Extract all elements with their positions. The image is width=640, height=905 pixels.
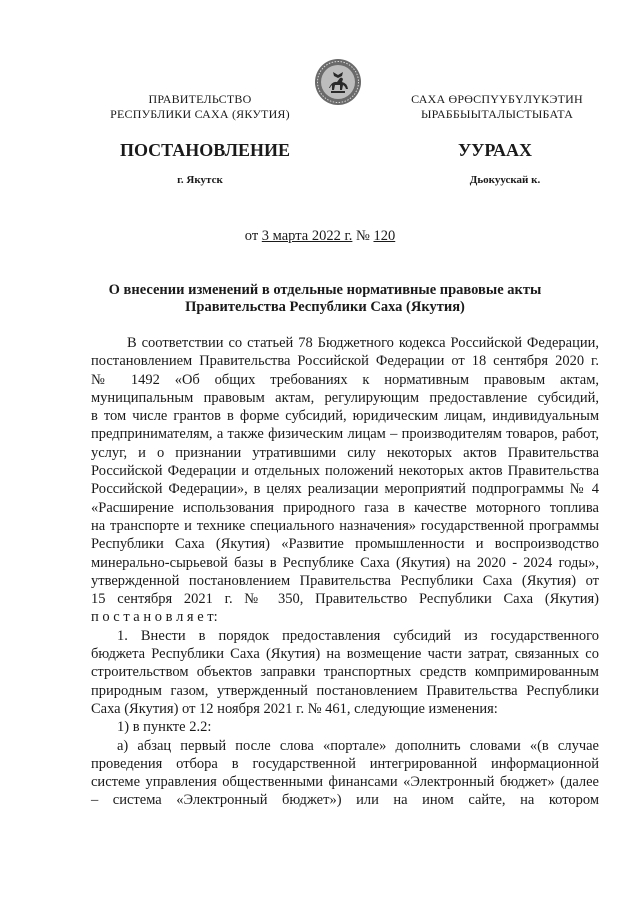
body-line: «Расширение использования природного газа в качестве моторного топлива (91, 499, 599, 516)
document-number: 120 (373, 228, 396, 244)
government-name-ru (100, 92, 300, 122)
body-line: строительством объектов заправки транспортных средств компримированным (91, 664, 599, 681)
body-line: в том числе грантов в форме субсидий, юридическим лицам, индивидуальным (91, 408, 599, 425)
body-line: Российской Федерации», в целях реализации мероприятий подпрограммы № 4 (91, 481, 599, 498)
date-prefix: от (244, 228, 262, 244)
title-line: О внесении изменений в отдельные нормативные правовые акты (108, 282, 542, 298)
body-line: природным газом, утвержденный постановлением Правительства Республики (91, 682, 599, 699)
government-name-line: ПРАВИТЕЛЬСТВО (148, 92, 252, 106)
body-line: предпринимателям, а также физическим лицам – производителям товаров, работ, (91, 426, 599, 443)
body-line: услуг, и о признании утратившими силу некоторых актов Правительства (91, 444, 599, 461)
body-line: утвержденной постановлением Правительства Республики Саха (Якутия) от (91, 572, 599, 589)
republic-emblem-icon (314, 58, 362, 106)
doc-type-sakha: УУРААХ (457, 140, 533, 160)
document-date: 3 марта 2022 г. (261, 228, 353, 244)
body-line: Республики Саха (Якутия) «Развитие промышленности и воспроизводство (91, 536, 599, 553)
body-line: 1) в пункте 2.2: (117, 719, 212, 736)
government-name-line: САХА ӨРӨСПҮҮБҮЛҮКЭТИН (411, 92, 583, 106)
body-line-resolves: п о с т а н о в л я е т: (91, 609, 218, 626)
government-name-sakha (392, 92, 602, 122)
body-line: В соответствии со статьей 78 Бюджетного кодекса Российской Федерации, (127, 335, 599, 351)
document-body (91, 334, 599, 810)
number-sign: № (352, 228, 374, 244)
body-line: Саха (Якутия) от 12 ноября 2021 г. № 461, следующие изменения: (91, 700, 498, 717)
body-line: Российской Федерации и отдельных положений некоторых актов Правительства (91, 463, 599, 480)
document-title (90, 282, 560, 316)
body-line: – система «Электронный бюджет») или на ином сайте, на котором (91, 792, 599, 809)
body-line: системе управления общественными финансами «Электронный бюджет» (далее (91, 774, 599, 791)
body-line: № 1492 «Об общих требованиях к нормативным правовым актам, (91, 371, 599, 388)
body-line: минерально-сырьевой базы в Республике Саха (Якутия) на 2020 - 2024 годы», (91, 554, 599, 571)
doc-type-ru: ПОСТАНОВЛЕНИЕ (119, 140, 291, 160)
body-line: 1. Внести в порядок предоставления субсидий из государственного (117, 627, 599, 644)
body-line: 15 сентября 2021 г. № 350, Правительство Республики Саха (Якутия) (91, 591, 599, 608)
body-line: проведения отбора в государственной интегрированной информационной (91, 755, 599, 772)
government-name-line: РЕСПУБЛИКИ САХА (ЯКУТИЯ) (110, 107, 290, 121)
body-line: муниципальным правовым актам, регулирующим предоставление субсидий, (91, 389, 599, 406)
body-line: а) абзац первый после слова «портале» дополнить словами «(в случае (117, 737, 599, 754)
document-date-line (0, 228, 640, 245)
city-sakha: Дьокуускай к. (469, 174, 541, 186)
government-name-line: ЫРАББЫЫТАЛЫСТЫБАТА (420, 107, 574, 121)
body-line: постановлением Правительства Российской Федерации от 18 сентября 2020 г. (91, 353, 599, 370)
title-line: Правительства Республики Саха (Якутия) (185, 299, 465, 315)
city-ru: г. Якутск (177, 174, 223, 186)
body-line: на транспорте и технике специального назначения» государственной программы (91, 517, 599, 534)
body-line: бюджета Республики Саха (Якутия) на возмещение части затрат, связанных со (91, 646, 599, 663)
